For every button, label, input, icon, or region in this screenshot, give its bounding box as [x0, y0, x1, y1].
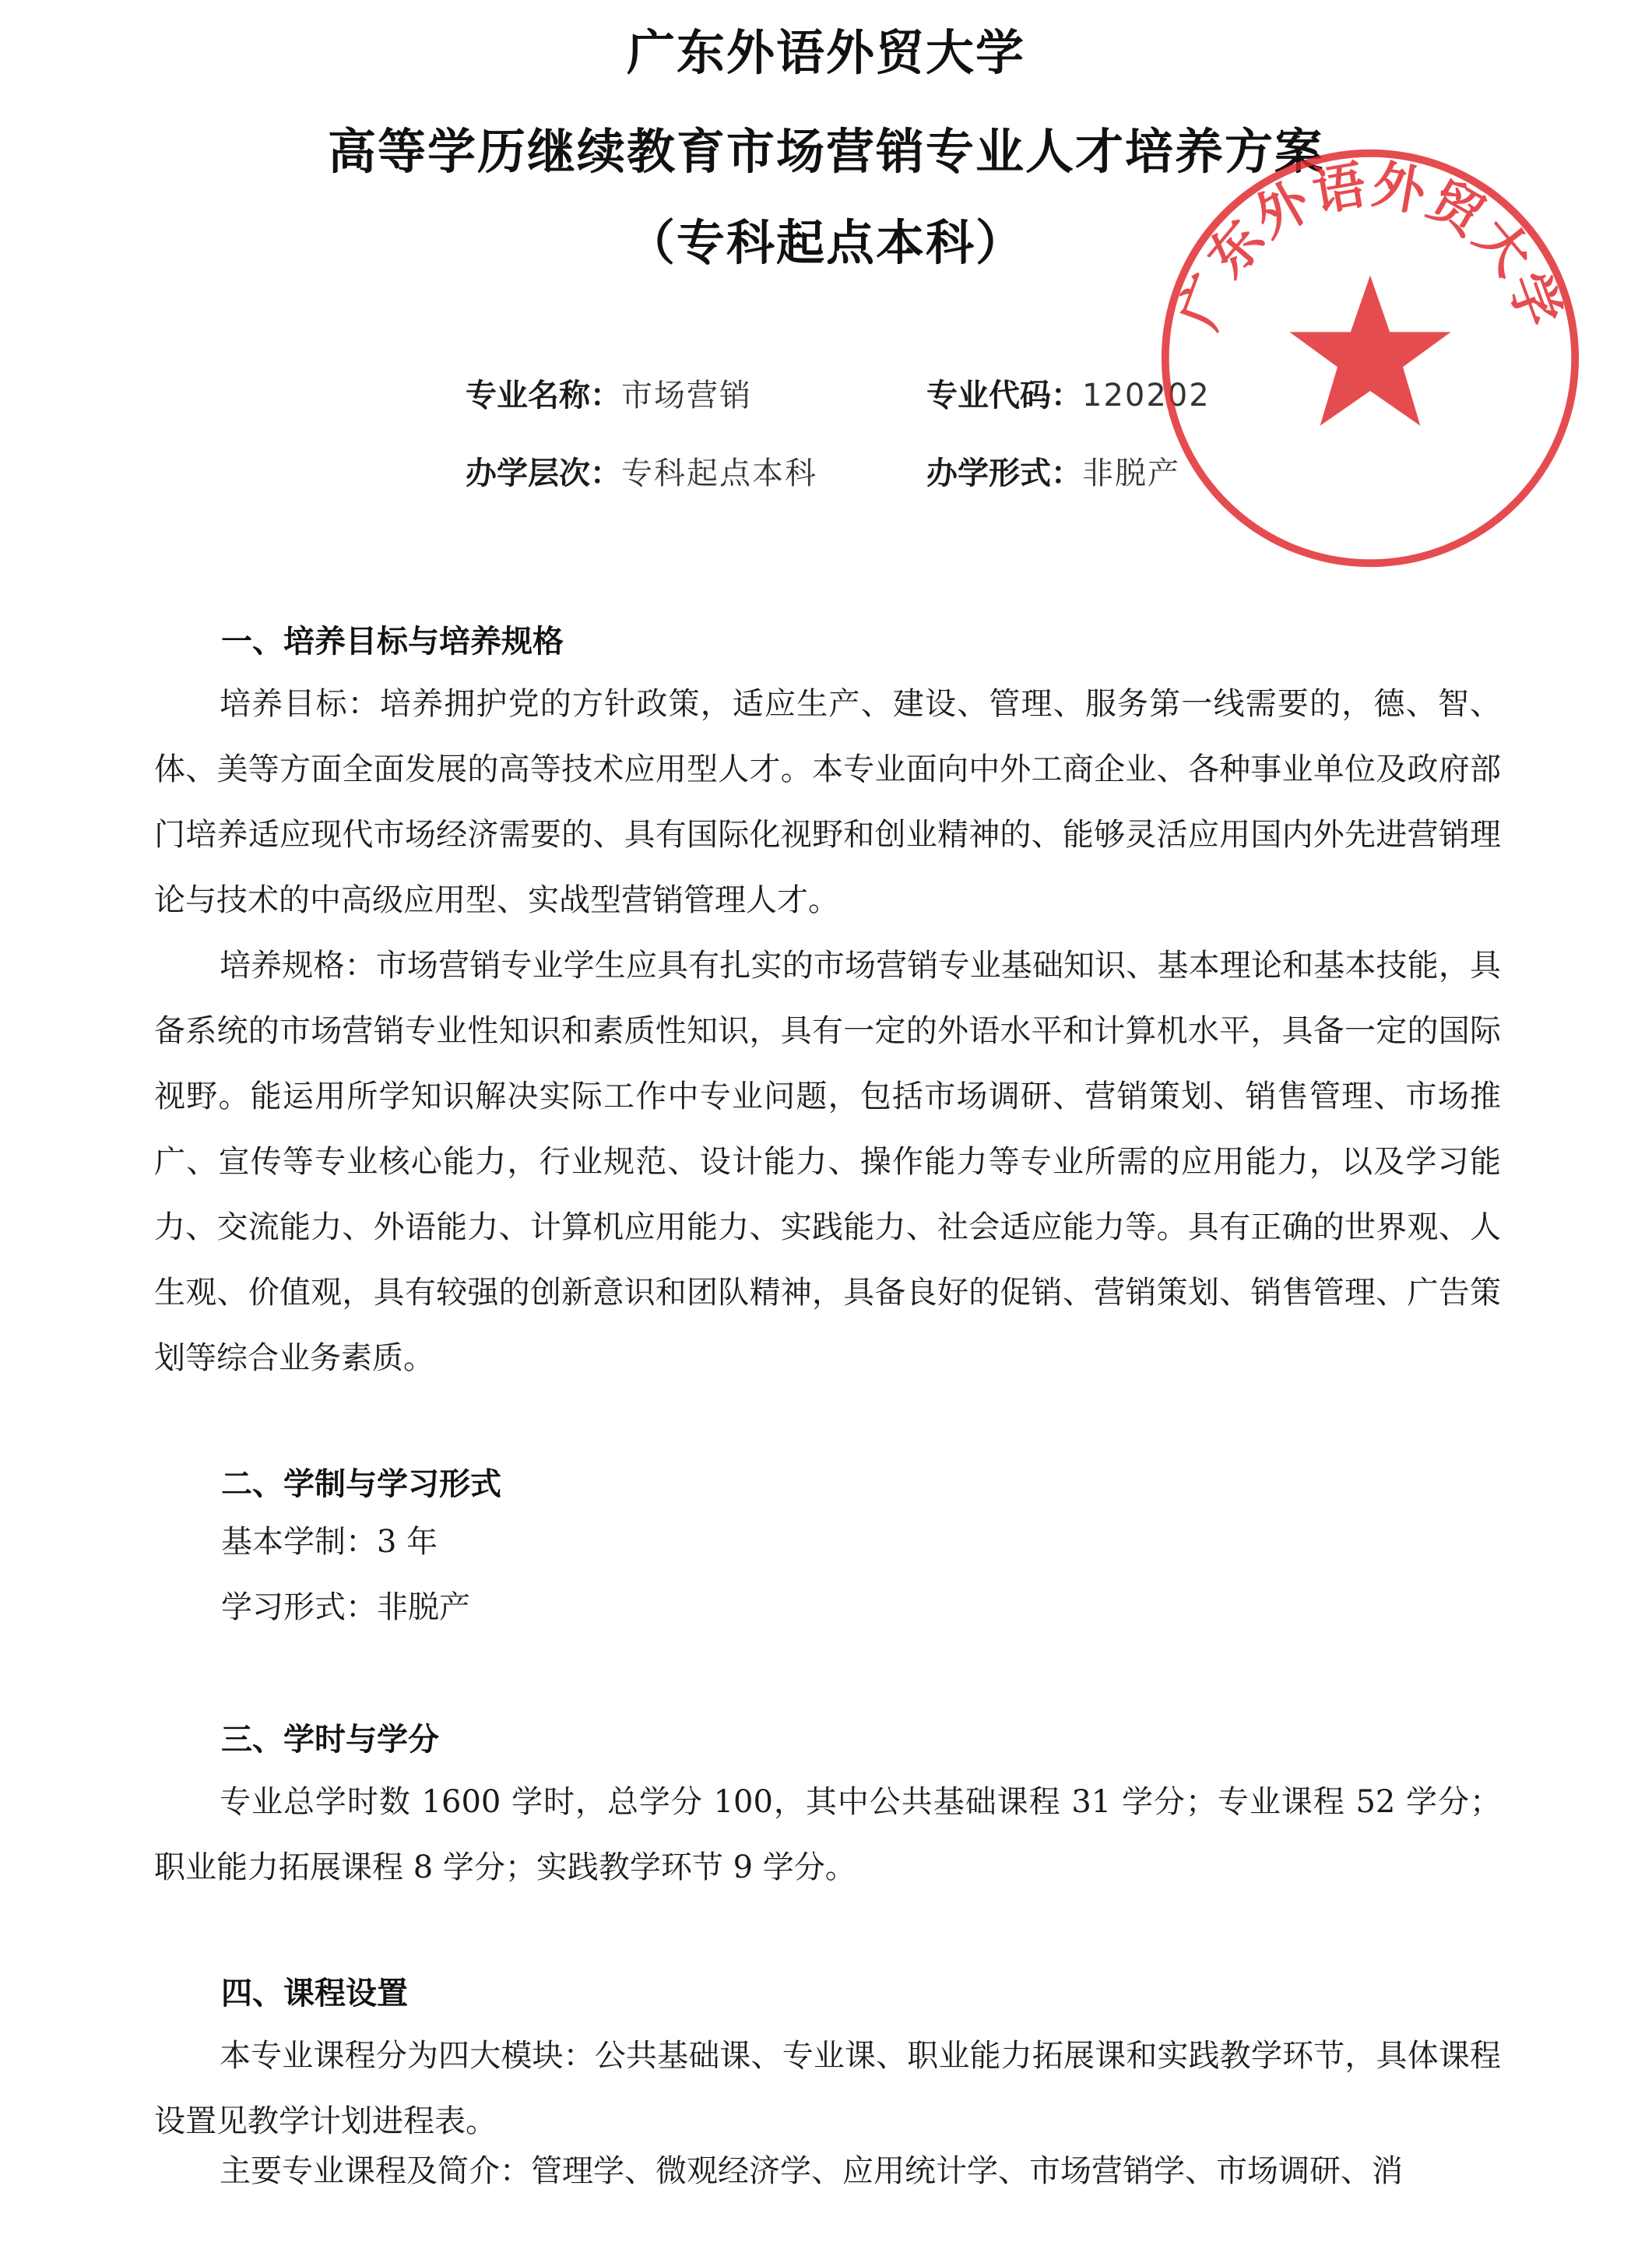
study-form-line: 学习形式：非脱产	[221, 1589, 470, 1625]
form-value: 非脱产	[1082, 456, 1180, 491]
section-heading-objectives: 一、培养目标与培养规格	[221, 624, 564, 660]
seal-text: 广东外语外贸大学	[1168, 153, 1573, 337]
form-label: 办学形式：	[926, 456, 1082, 491]
major-code-label: 专业代码：	[926, 378, 1082, 414]
program-title: 高等学历继续教育市场营销专业人才培养方案	[327, 123, 1324, 180]
major-name-value: 市场营销	[621, 378, 752, 414]
objective-paragraph: 培养目标：培养拥护党的方针政策，适应生产、建设、管理、服务第一线需要的，德、智、体、美等方面全面发展的高等技术应用型人才。本专业面向中外工商企业、各种事业单位及政府部门培养适应现代市场经济需要的、具有国际化视野和创业精神的、能够灵活应用国内外先进营销理论与技术的中高级应用型、实战型营销管理人才。	[154, 686, 1501, 918]
section-heading-curriculum: 四、课程设置	[221, 1976, 408, 2011]
curriculum-modules-paragraph: 本专业课程分为四大模块：公共基础课、专业课、职业能力拓展课和实践教学环节，具体课程设置见教学计划进程表。	[154, 2038, 1501, 2139]
specification-paragraph: 培养规格：市场营销专业学生应具有扎实的市场营销专业基础知识、基本理论和基本技能，具备系统的市场营销专业性知识和素质性知识，具有一定的外语水平和计算机水平，具备一定的国际视野。能运用所学知识解决实际工作中专业问题，包括市场调研、营销策划、销售管理、市场推广、宣传等专业核心能力，行业规范、设计能力、操作能力等专业所需的应用能力，以及学习能力、交流能力、外语能力、计算机应用能力、实践能力、社会适应能力等。具有正确的世界观、人生观、价值观，具有较强的创新意识和团队精神，具备良好的促销、营销策划、销售管理、广告策划等综合业务素质。	[154, 948, 1501, 1376]
university-seal	[1152, 140, 1588, 576]
credits-paragraph: 专业总学时数 1600 学时，总学分 100，其中公共基础课程 31 学分；专业课程 52 学分；职业能力拓展课程 8 学分；实践教学环节 9 学分。	[154, 1784, 1501, 1885]
form-field	[926, 458, 1180, 489]
section-heading-duration: 二、学制与学习形式	[221, 1466, 501, 1502]
seal-star-icon	[1289, 276, 1450, 426]
level-label: 办学层次：	[466, 456, 621, 491]
basic-duration-line: 基本学制：3 年	[221, 1524, 438, 1560]
main-courses-paragraph: 主要专业课程及简介：管理学、微观经济学、应用统计学、市场营销学、市场调研、消	[220, 2153, 1403, 2189]
section-heading-credits: 三、学时与学分	[221, 1722, 439, 1758]
level-value: 专科起点本科	[621, 456, 817, 491]
major-code-value: 120202	[1082, 378, 1211, 414]
level-subtitle: （专科起点本科）	[626, 214, 1025, 271]
university-title: 广东外语外贸大学	[626, 24, 1025, 81]
major-name-field	[466, 378, 752, 414]
level-field	[466, 458, 817, 489]
major-name-label: 专业名称：	[466, 378, 621, 414]
